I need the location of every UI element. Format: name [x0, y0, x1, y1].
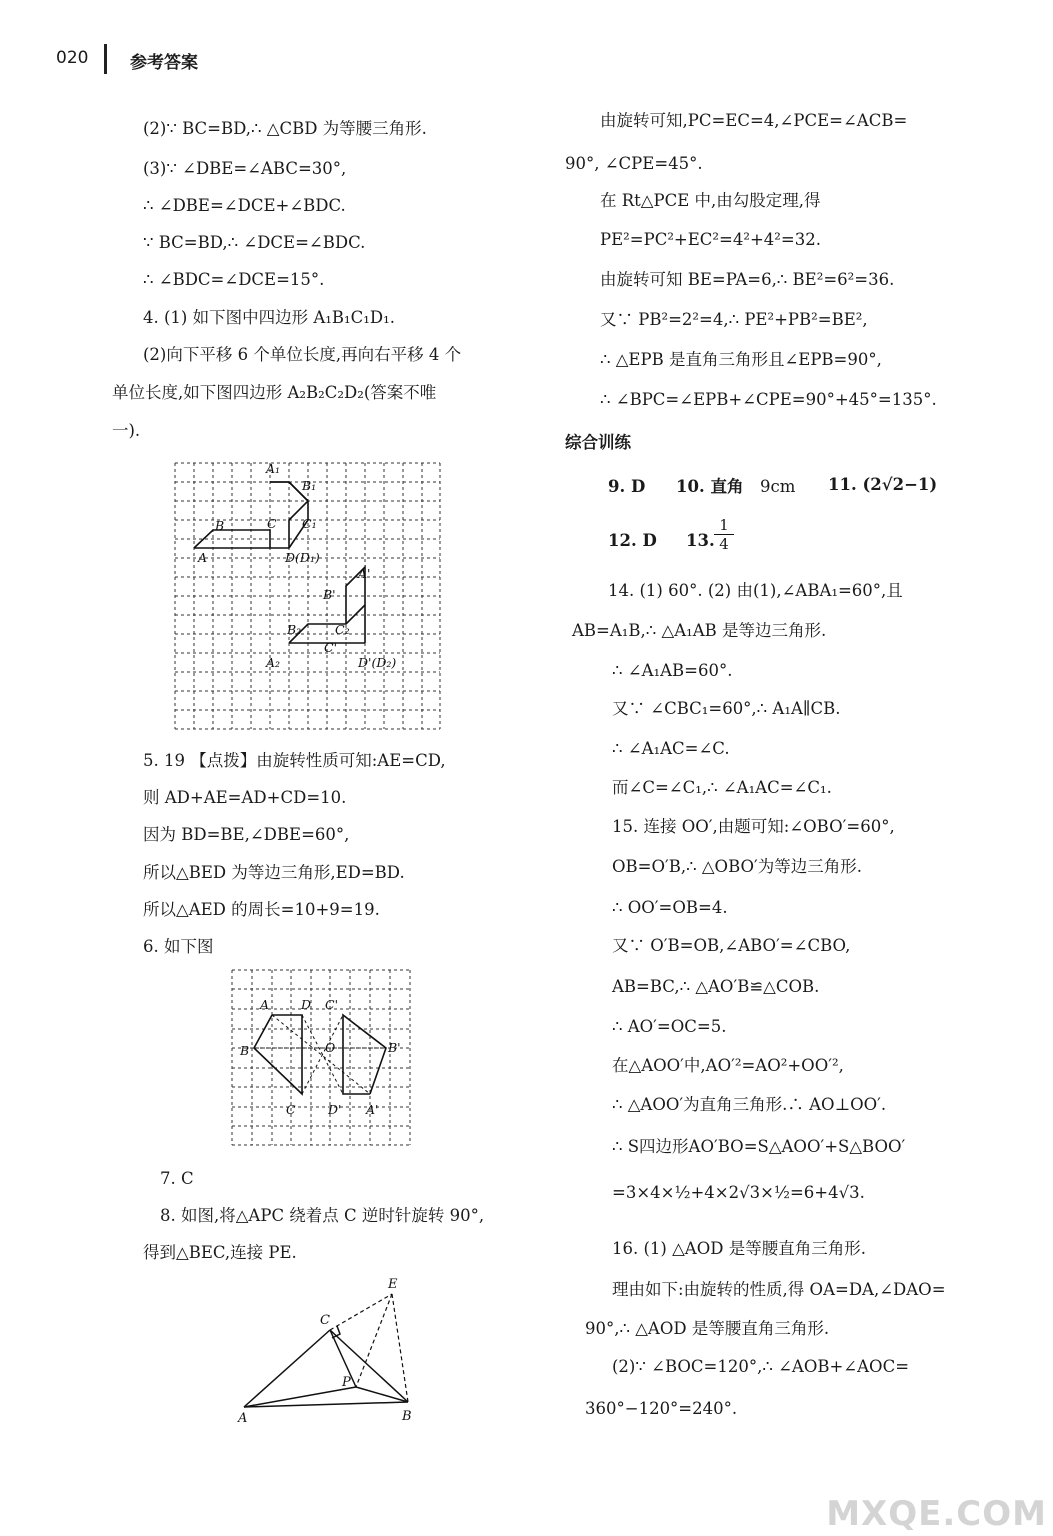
- answer-14-line1: 14. (1) 60°. (2) 由(1),∠ABA₁=60°,且: [608, 581, 903, 600]
- fraction-numerator: 1: [719, 516, 729, 534]
- answer-8-cont-line1: 由旋转可知,PC=EC=4,∠PCE=∠ACB=: [600, 111, 908, 130]
- answer-3-3-line3: ∵ BC=BD,∴ ∠DCE=∠BDC.: [143, 233, 366, 252]
- answer-15-line6: ∴ AO′=OC=5.: [612, 1017, 727, 1036]
- answer-3-3-line1: (3)∵ ∠DBE=∠ABC=30°,: [143, 159, 347, 178]
- fig8-label-p: P: [342, 1375, 351, 1390]
- fig4-label-a: A: [198, 550, 208, 565]
- answer-3-3-line4: ∴ ∠BDC=∠DCE=15°.: [143, 270, 325, 289]
- answer-14-line5: ∴ ∠A₁AC=∠C.: [612, 739, 730, 758]
- fig4-label-b-prime: B': [323, 587, 336, 602]
- fig8-label-e: E: [388, 1277, 398, 1292]
- answer-8-line2: 得到△BEC,连接 PE.: [143, 1243, 297, 1262]
- answer-13-fraction: [714, 516, 734, 553]
- answer-5-line4: 所以△BED 为等边三角形,ED=BD.: [143, 863, 405, 882]
- answer-14-line6: 而∠C=∠C₁,∴ ∠A₁AC=∠C₁.: [612, 778, 832, 797]
- answer-12: 12. D: [608, 531, 657, 550]
- answer-16-line2: 理由如下:由旋转的性质,得 OA=DA,∠DAO=: [612, 1280, 946, 1299]
- figure-q8-triangle: [230, 1272, 430, 1432]
- fig4-label-b2: B₂: [287, 622, 302, 637]
- answer-5-line5: 所以△AED 的周长=10+9=19.: [143, 900, 380, 919]
- answer-7: 7. C: [160, 1169, 194, 1188]
- answer-5-line2: 则 AD+AE=AD+CD=10.: [143, 788, 347, 807]
- page-number: 020: [56, 48, 89, 68]
- answer-15-line9: ∴ S四边形AO′BO=S△AOO′+S△BOO′: [612, 1137, 906, 1156]
- answer-15-line2: OB=O′B,∴ △OBO′为等边三角形.: [612, 857, 863, 876]
- answer-14-line3: ∴ ∠A₁AB=60°.: [612, 661, 733, 680]
- fig4-label-d-prime-d2: D'(D₂): [358, 655, 397, 670]
- answer-11: 11. (2√2−1): [828, 475, 938, 494]
- answer-15-line4: 又∵ O′B=OB,∠ABO′=∠CBO,: [612, 936, 851, 955]
- answer-4-1: 4. (1) 如下图中四边形 A₁B₁C₁D₁.: [143, 308, 395, 327]
- fig4-label-b1: B₁: [302, 478, 317, 493]
- section-title: 综合训练: [565, 433, 631, 452]
- answer-10-length: 9cm: [760, 477, 796, 496]
- figure-q6-grid: [228, 966, 414, 1148]
- answer-16-line3: 90°,∴ △AOD 是等腰直角三角形.: [585, 1319, 830, 1338]
- fig6-label-o: O: [325, 1040, 336, 1055]
- fig4-label-c: C: [267, 516, 277, 531]
- answer-3-2: (2)∵ BC=BD,∴ △CBD 为等腰三角形.: [143, 119, 427, 138]
- answer-14-line2: AB=A₁B,∴ △A₁AB 是等边三角形.: [572, 621, 827, 640]
- answer-15-line1: 15. 连接 OO′,由题可知:∠OBO′=60°,: [612, 817, 895, 836]
- answer-14-line4: 又∵ ∠CBC₁=60°,∴ A₁A∥CB.: [612, 699, 841, 718]
- fig4-label-b: B: [215, 518, 225, 533]
- answer-4-2-line3: 一).: [112, 421, 141, 440]
- answer-3-3-line2: ∴ ∠DBE=∠DCE+∠BDC.: [143, 196, 346, 215]
- answer-16-line1: 16. (1) △AOD 是等腰直角三角形.: [612, 1239, 866, 1258]
- fig4-label-a1: A₁: [266, 461, 281, 476]
- answer-8-cont-line3: 在 Rt△PCE 中,由勾股定理,得: [600, 191, 821, 210]
- fig8-label-c: C: [320, 1313, 330, 1328]
- fig6-label-c: C: [286, 1102, 296, 1117]
- answer-16-line5: 360°−120°=240°.: [585, 1399, 738, 1418]
- answer-15-line3: ∴ OO′=OB=4.: [612, 898, 728, 917]
- header-divider: [104, 44, 107, 74]
- answer-5-line3: 因为 BD=BE,∠DBE=60°,: [143, 825, 350, 844]
- fraction-denominator: 4: [719, 535, 729, 553]
- answer-8-cont-line6: 又∵ PB²=2²=4,∴ PE²+PB²=BE²,: [600, 310, 868, 329]
- answer-6: 6. 如下图: [143, 937, 214, 956]
- answer-4-2-line1: (2)向下平移 6 个单位长度,再向右平移 4 个: [143, 345, 462, 364]
- fig4-label-c1: C₁: [302, 516, 317, 531]
- fig4-label-a-prime: A': [358, 566, 371, 581]
- answer-8-cont-line2: 90°, ∠CPE=45°.: [565, 154, 703, 173]
- answer-8-line1: 8. 如图,将△APC 绕着点 C 逆时针旋转 90°,: [160, 1206, 485, 1225]
- fig6-label-d: D: [301, 997, 312, 1012]
- fig6-label-a-prime: A': [366, 1102, 379, 1117]
- answer-15-line8: ∴ △AOO′为直角三角形.∴ AO⊥OO′.: [612, 1095, 887, 1114]
- answer-8-cont-line7: ∴ △EPB 是直角三角形且∠EPB=90°,: [600, 350, 882, 369]
- fig6-label-a: A: [260, 997, 270, 1012]
- answer-16-line4: (2)∵ ∠BOC=120°,∴ ∠AOB+∠AOC=: [612, 1357, 910, 1376]
- answer-5-line1: 5. 19 【点拨】由旋转性质可知:AE=CD,: [143, 751, 446, 770]
- fig6-label-d-prime: D': [328, 1102, 342, 1117]
- watermark: MXQE.COM: [826, 1494, 1047, 1534]
- fig8-label-a: A: [238, 1411, 248, 1426]
- fig6-label-b: B: [240, 1043, 250, 1058]
- fig6-label-c-prime: C': [325, 997, 339, 1012]
- figure-q4-grid: [170, 458, 446, 734]
- fig8-label-b: B: [402, 1409, 412, 1424]
- answer-4-2-line2: 单位长度,如下图四边形 A₂B₂C₂D₂(答案不唯: [112, 383, 437, 402]
- fig6-label-b-prime: B': [388, 1040, 401, 1055]
- answer-9: 9. D: [608, 477, 646, 496]
- fig4-label-d-d1: D(D₁): [285, 550, 320, 565]
- answer-10: 10. 直角: [676, 477, 744, 496]
- fig4-label-a2: A₂: [266, 655, 281, 670]
- answer-15-line10: =3×4×½+4×2√3×½=6+4√3.: [612, 1183, 865, 1202]
- answer-15-line5: AB=BC,∴ △AO′B≌△COB.: [612, 977, 820, 996]
- answer-15-line7: 在△AOO′中,AO′²=AO²+OO′²,: [612, 1056, 844, 1075]
- page-title: 参考答案: [130, 53, 198, 73]
- fig4-label-c-prime: C': [324, 640, 338, 655]
- fig4-label-c2: C₂: [335, 622, 350, 637]
- answer-8-cont-line5: 由旋转可知 BE=PA=6,∴ BE²=6²=36.: [600, 270, 895, 289]
- answer-8-cont-line8: ∴ ∠BPC=∠EPB+∠CPE=90°+45°=135°.: [600, 390, 937, 409]
- answer-8-cont-line4: PE²=PC²+EC²=4²+4²=32.: [600, 230, 821, 249]
- answer-13: 13.: [686, 531, 715, 550]
